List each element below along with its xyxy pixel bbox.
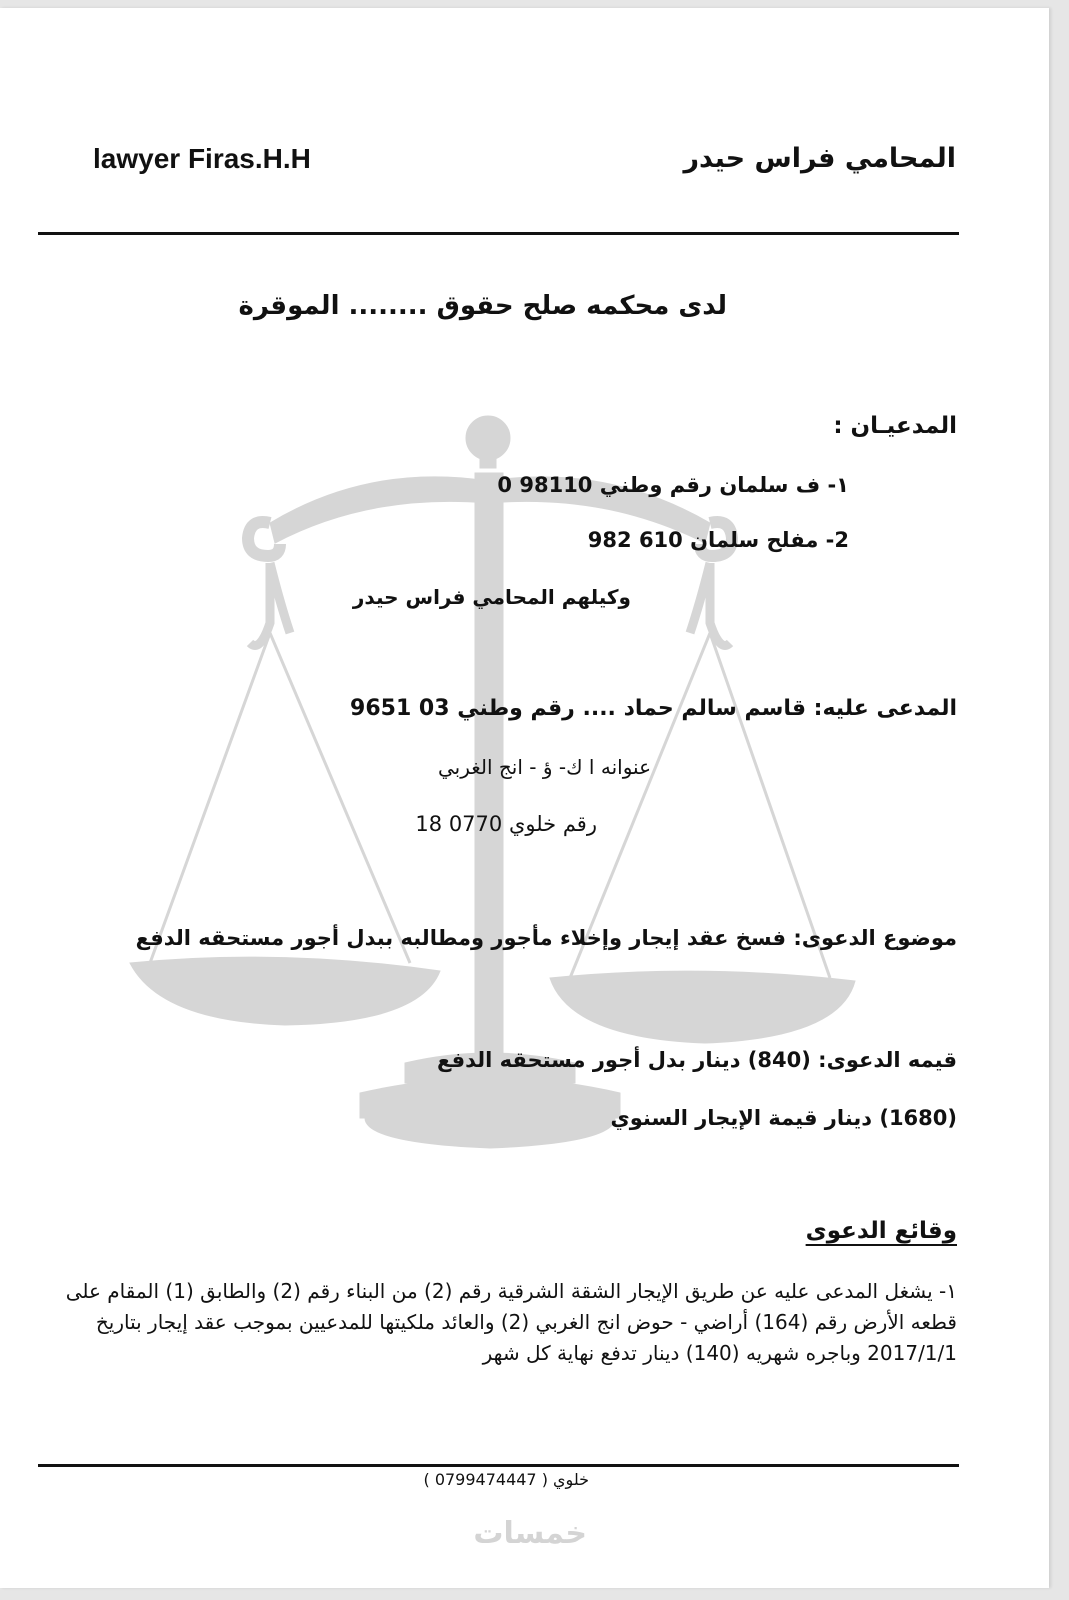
header-divider <box>38 232 959 235</box>
document-page <box>0 8 1049 1588</box>
court-title: لدى محكمه صلح حقوق ........ الموقرة <box>238 291 727 321</box>
facts-paragraph: ١- يشغل المدعى عليه عن طريق الإيجار الشقة الشرقية رقم (2) من البناء رقم (2) والطابق (1) المقام على قطعه الأرض رقم (164) أراضي - حوض انج الغربي (2) والعائد ملكيتها للمدعيين بموجب عقد إيجار بتاريخ 2017/1/1 وباجره شهريه (140) دينار تدفع نهاية كل شهر <box>65 1279 957 1365</box>
facts-heading: وقائع الدعوى <box>805 1218 957 1244</box>
footer-mobile: خلوي ( 0799474447 ) <box>423 1470 589 1489</box>
plaintiffs-heading: المدعيـان : <box>833 413 957 439</box>
annual-rent: (1680) دينار قيمة الإيجار السنوي <box>610 1106 957 1130</box>
plaintiffs-agent: وكيلهم المحامي فراس حيدر <box>352 585 631 609</box>
plaintiff-1: ١- ف سلمان رقم وطني 98110 0 <box>497 473 849 497</box>
case-subject: موضوع الدعوى: فسخ عقد إيجار وإخلاء مأجور ومطالبه ببدل أجور مستحقه الدفع <box>135 926 957 950</box>
lawyer-name-english: lawyer Firas.H.H <box>93 143 311 174</box>
defendant-address: عنوانه ا ك- ؤ - انج الغربي <box>437 755 651 779</box>
footer-divider <box>38 1464 959 1467</box>
plaintiff-2: 2- مفلح سلمان 610 982 <box>587 528 849 552</box>
defendant-phone: رقم خلوي 0770 18 <box>415 812 597 836</box>
lawyer-name-arabic: المحامي فراس حيدر <box>683 143 956 174</box>
defendant-line: المدعى عليه: قاسم سالم حماد .... رقم وطني 03 9651 <box>350 696 957 721</box>
case-value: قيمه الدعوى: (840) دينار بدل أجور مستحقه الدفع <box>436 1048 957 1072</box>
khamsat-watermark: خمسات <box>473 1516 587 1551</box>
